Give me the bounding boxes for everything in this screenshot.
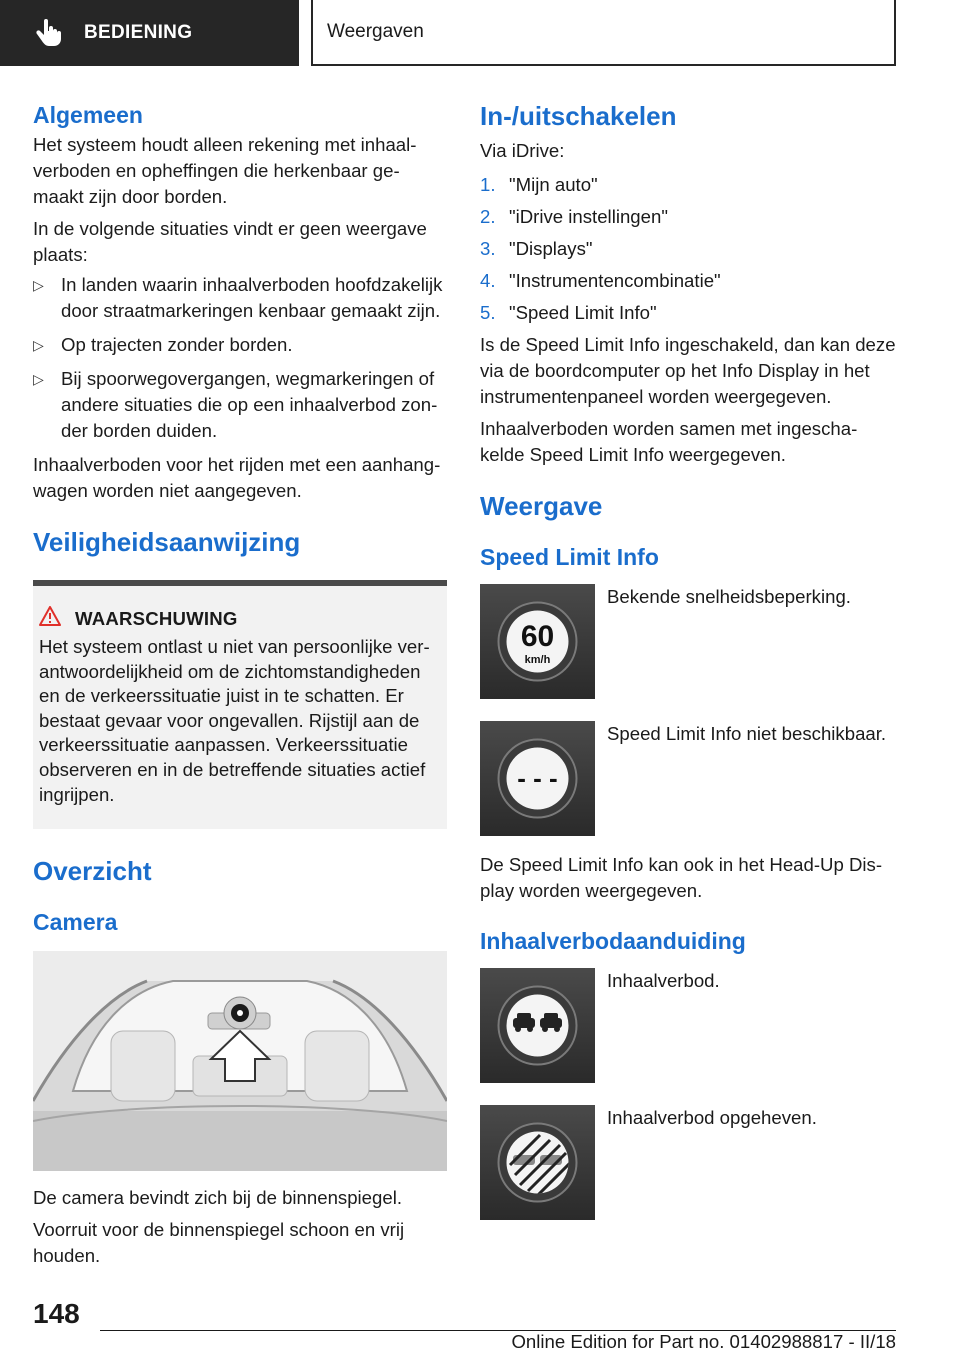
edition-text: Online Edition for Part no. 01402988817 - II/18 [511, 1331, 896, 1352]
camera-paragraph-1: De camera bevindt zich bij de binnenspiegel. [33, 1187, 402, 1209]
weergave-heading: Weergave [480, 491, 603, 521]
menu-steps-list [480, 172, 896, 326]
via-idrive-text: Via iDrive: [480, 140, 565, 161]
right-paragraph-3: De Speed Limit Info kan ook in het Head-Up Dis-play worden weergegeven. [480, 854, 883, 901]
algemeen-bullet-list [33, 272, 447, 444]
sign2-description: Speed Limit Info niet beschikbaar. [607, 723, 887, 744]
sign-row-speed-limit [480, 584, 896, 699]
inuitschakelen-heading: In-/uitschakelen [480, 101, 677, 131]
algemeen-paragraph-3: Inhaalverboden voor het rijden met een aanhang-wagen worden niet aangegeven. [33, 454, 441, 501]
camera-location-illustration [33, 951, 447, 1171]
algemeen-heading: Algemeen [33, 102, 143, 128]
header-subsection-title: Weergaven [327, 21, 424, 42]
left-column [33, 100, 447, 1269]
list-item: 5. "Speed Limit Info" [480, 302, 657, 323]
inhaalverbod-heading: Inhaalverbodaanduiding [480, 928, 746, 954]
right-column [480, 100, 896, 1220]
page-number: 148 [33, 1298, 80, 1329]
header-section-tab [0, 0, 299, 66]
header-section-title: BEDIENING [84, 22, 193, 43]
triangle-bullet-icon: ▷ [33, 337, 44, 353]
overzicht-heading: Overzicht [33, 856, 152, 887]
right-paragraph-1: Is de Speed Limit Info ingeschakeld, dan kan deze via de boordcomputer op het Info Display in het instrumentenpaneel worden weergegeven. [480, 334, 896, 407]
end-no-overtaking-sign [480, 1105, 595, 1220]
speed-limit-60-sign [480, 584, 595, 699]
list-item: ▷ Bij spoorwegovergangen, wegmarkeringen of andere situaties die op een inhaalverbod zon-der borden duiden. [33, 368, 438, 441]
right-paragraph-2: Inhaalverboden worden samen met ingescha-kelde Speed Limit Info weergegeven. [480, 418, 858, 465]
hand-pointer-icon [34, 18, 64, 48]
sign-row-no-overtaking-lifted [480, 1105, 896, 1220]
sign-row-no-overtaking [480, 968, 896, 1083]
svg-text:- - -: - - - [517, 763, 558, 793]
warning-box [33, 580, 447, 829]
list-item: 1. "Mijn auto" [480, 174, 598, 195]
camera-paragraph-2: Voorruit voor de binnenspiegel schoon en vrij houden. [33, 1219, 405, 1267]
algemeen-paragraph-1: Het systeem houdt alleen rekening met inhaal-verboden en opheffingen die herkenbaar ge-maakt zijn door borden. [33, 134, 417, 207]
speed-limit-unavailable-sign [480, 721, 595, 836]
triangle-bullet-icon: ▷ [33, 277, 44, 293]
list-item: 3. "Displays" [480, 238, 593, 259]
svg-text:60: 60 [520, 620, 555, 653]
sign4-description: Inhaalverbod opgeheven. [607, 1107, 817, 1128]
veiligheid-heading: Veiligheidsaanwijzing [33, 527, 301, 557]
warning-label: WAARSCHUWING [75, 607, 238, 629]
list-item: 2. "iDrive instellingen" [480, 206, 668, 227]
list-item: ▷ In landen waarin inhaalverboden hoofdzakelijk door straatmarkeringen kenbaar gemaakt zijn. [33, 274, 443, 321]
algemeen-paragraph-2: In de volgende situaties vindt er geen weergave plaats: [33, 218, 427, 265]
svg-text:km/h: km/h [524, 654, 551, 666]
list-item: ▷ Op trajecten zonder borden. [33, 332, 447, 358]
triangle-bullet-icon: ▷ [33, 371, 44, 387]
header-subsection-tab [311, 0, 896, 66]
no-overtaking-sign [480, 968, 595, 1083]
sign-row-not-available [480, 721, 896, 836]
list-item: 4. "Instrumentencombinatie" [480, 270, 721, 291]
camera-heading: Camera [33, 909, 118, 936]
warning-text: Het systeem ontlast u niet van persoonlijke ver-antwoordelijkheid om de zichtomstandigheden en de verkeerssituatie juist in te schatten. Er bestaat gevaar voor ongevallen. Rijstijl aan de verkeerssituatie aanpassen. Verkeerssituatie observeren en in de betreffende situaties actief ingrijpen. [39, 636, 430, 805]
sign1-description: Bekende snelheidsbeperking. [607, 586, 851, 607]
speed-limit-info-heading: Speed Limit Info [480, 544, 659, 570]
warning-triangle-icon [39, 606, 61, 631]
sign3-description: Inhaalverbod. [607, 970, 720, 991]
